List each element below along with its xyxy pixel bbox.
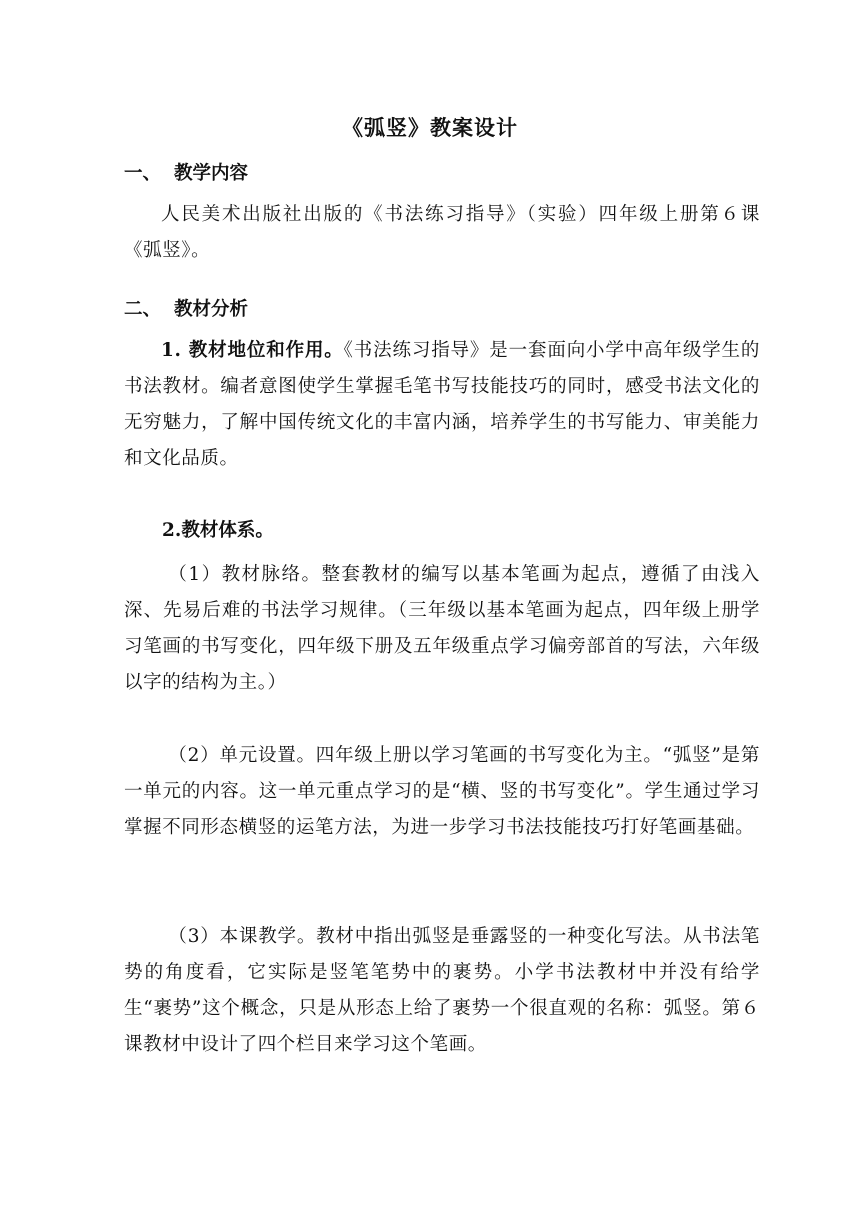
document-title: 《弧竖》教案设计 (342, 115, 518, 140)
section-number: 一、 (124, 163, 162, 184)
section-number: 二、 (124, 299, 162, 320)
section-heading-text: 教材分析 (174, 299, 249, 320)
section-heading-teaching-content (124, 159, 248, 185)
item1-paragraph (124, 333, 760, 477)
subsection-3-paragraph: （3）本课教学。教材中指出弧竖是垂露竖的一种变化写法。从书法笔势的角度看，它实际是竖笔笔势中的裹势。小学书法教材中并没有给学生“裹势”这个概念，只是从形态上给了裹势一个很直观的名称：弧竖。第６课教材中设计了四个栏目来学习这个笔画。 (124, 926, 760, 1055)
subsection-2-paragraph: （2）单元设置。四年级上册以学习笔画的书写变化为主。“弧竖”是第一单元的内容。这一单元重点学习的是“横、竖的书写变化”。学生通过学习掌握不同形态横竖的运笔方法，为进一步学习书法技能技巧打好笔画基础。 (124, 745, 760, 838)
item2-heading: 2.教材体系。 (162, 520, 274, 541)
item1-lead: 1. 教材地位和作用。 (161, 340, 344, 361)
section1-paragraph: 人民美术出版社出版的《书法练习指导》（实验）四年级上册第６课《弧竖》。 (124, 204, 760, 261)
item1-text: 《书法练习指导》是一套面向小学中高年级学生的书法教材。编者意图使学生掌握毛笔书写技能技巧的同时，感受书法文化的无穷魅力，了解中国传统文化的丰富内涵，培养学生的书写能力、审美能力和文化品质。 (124, 340, 761, 469)
section-heading-text: 教学内容 (174, 163, 249, 184)
section-heading-material-analysis (124, 295, 248, 321)
subsection-1-paragraph: （1）教材脉络。整套教材的编写以基本笔画为起点，遵循了由浅入深、先易后难的书法学习规律。（三年级以基本笔画为起点，四年级上册学习笔画的书写变化，四年级下册及五年级重点学习偏旁部首的写法，六年级以字的结构为主。） (124, 564, 760, 693)
